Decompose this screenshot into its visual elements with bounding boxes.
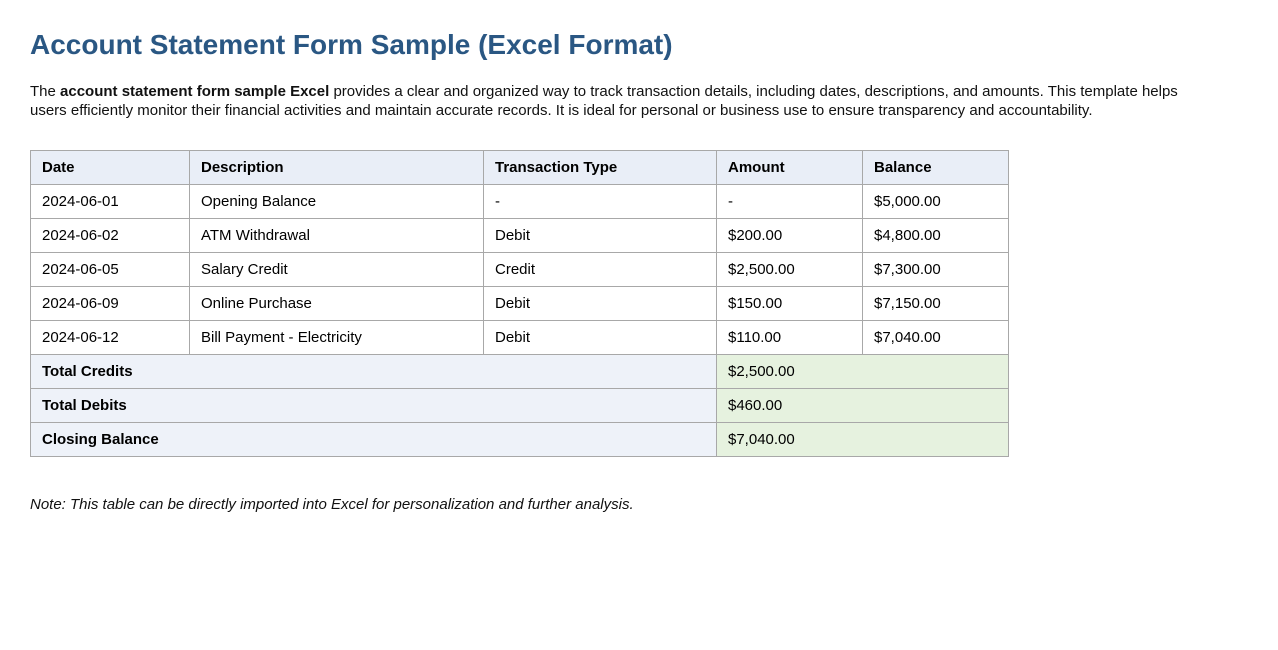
table-row [31, 219, 1009, 253]
column-header-amount: Amount [717, 151, 863, 185]
account-statement-table [30, 150, 1009, 457]
cell-date: 2024-06-12 [31, 321, 190, 355]
cell-balance: $7,040.00 [863, 321, 1009, 355]
summary-row-total-debits [31, 389, 1009, 423]
summary-value-closing-balance: $7,040.00 [717, 423, 1009, 457]
table-header-row [31, 151, 1009, 185]
cell-date: 2024-06-05 [31, 253, 190, 287]
cell-balance: $5,000.00 [863, 185, 1009, 219]
cell-description: Bill Payment - Electricity [190, 321, 484, 355]
cell-amount: $110.00 [717, 321, 863, 355]
cell-date: 2024-06-01 [31, 185, 190, 219]
cell-amount: $200.00 [717, 219, 863, 253]
column-header-balance: Balance [863, 151, 1009, 185]
cell-description: Online Purchase [190, 287, 484, 321]
cell-transaction-type: - [484, 185, 717, 219]
cell-amount: - [717, 185, 863, 219]
table-row [31, 321, 1009, 355]
cell-amount: $2,500.00 [717, 253, 863, 287]
summary-label-total-credits: Total Credits [31, 355, 717, 389]
summary-row-total-credits [31, 355, 1009, 389]
cell-amount: $150.00 [717, 287, 863, 321]
page-title: Account Statement Form Sample (Excel Format) [30, 29, 673, 60]
cell-description: Salary Credit [190, 253, 484, 287]
cell-date: 2024-06-02 [31, 219, 190, 253]
column-header-date: Date [31, 151, 190, 185]
column-header-description: Description [190, 151, 484, 185]
cell-transaction-type: Debit [484, 219, 717, 253]
cell-description: ATM Withdrawal [190, 219, 484, 253]
intro-text-rest: provides a clear and organized way to track transaction details, including dates, descriptions, and amounts. This template helps users efficiently monitor their financial activities and maintain accurate records. It is ideal for personal or business use to ensure transparency and accountability. [30, 83, 1178, 120]
cell-balance: $4,800.00 [863, 219, 1009, 253]
cell-balance: $7,300.00 [863, 253, 1009, 287]
cell-balance: $7,150.00 [863, 287, 1009, 321]
cell-transaction-type: Credit [484, 253, 717, 287]
summary-label-closing-balance: Closing Balance [31, 423, 717, 457]
summary-value-total-debits: $460.00 [717, 389, 1009, 423]
table-row [31, 287, 1009, 321]
intro-text-prefix: The [30, 83, 61, 101]
table-row [31, 185, 1009, 219]
cell-transaction-type: Debit [484, 287, 717, 321]
cell-transaction-type: Debit [484, 321, 717, 355]
summary-row-closing-balance [31, 423, 1009, 457]
cell-date: 2024-06-09 [31, 287, 190, 321]
summary-value-total-credits: $2,500.00 [717, 355, 1009, 389]
cell-description: Opening Balance [190, 185, 484, 219]
intro-paragraph [30, 82, 1215, 120]
table-row [31, 253, 1009, 287]
intro-text-bold: account statement form sample Excel [60, 83, 330, 101]
footnote: Note: This table can be directly imported into Excel for personalization and further analysis. [30, 496, 634, 514]
column-header-transaction-type: Transaction Type [484, 151, 717, 185]
summary-label-total-debits: Total Debits [31, 389, 717, 423]
